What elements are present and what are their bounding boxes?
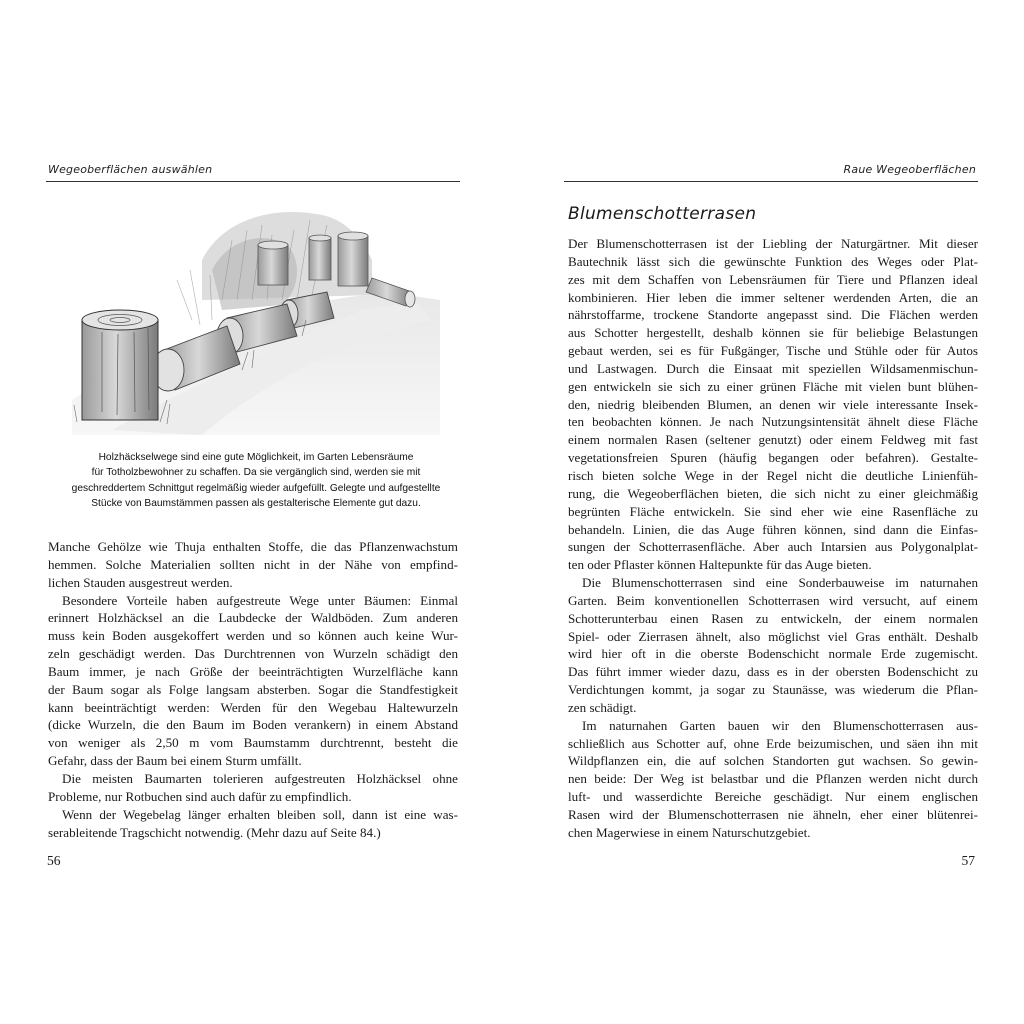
- running-head-right: Raue Wegeoberflächen: [843, 163, 976, 176]
- text-line: risch bieten solche Wege in der Regel nicht die deutliche Linienfüh-: [568, 467, 978, 483]
- text-line: Der Blumenschotterrasen ist der Liebling der Naturgärtner. Mit dieser: [568, 236, 978, 251]
- text-line: kombinieren. Hier leben die immer seltener werdenden Arten, die an: [568, 289, 978, 305]
- text-line: ten beobachten können. Je nach Nutzungsintensität ähnelt diese Fläche: [568, 414, 978, 430]
- text-line: Bautechnik lässt sich die gewünschte Funktion des Weges oder Plat-: [568, 253, 978, 269]
- text-line: Verdichtungen kommt, ja sogar zu Staunässe, was wiederum die Pflan-: [568, 682, 978, 698]
- text-line: muss kein Boden ausgekoffert werden und so können auch keine Wur-: [48, 628, 458, 644]
- text-line: Wildpflanzen ein, die auf solchen Standorten gut wachsen. So gewin-: [568, 753, 978, 769]
- text-line: Besondere Vorteile haben aufgestreute Wege unter Bäumen: Einmal: [62, 592, 458, 608]
- header-rule-left: [46, 181, 460, 182]
- text-line: (dicke Wurzeln, die den Baum im Boden verankern) in einem Abstand: [48, 717, 458, 733]
- text-line: serableitende Tragschicht notwendig. (Mehr dazu auf Seite 84.): [48, 824, 381, 840]
- text-line: Rasen wird der Blumenschotterrasen nie ähneln, eher einer blütenrei-: [568, 807, 978, 822]
- text-line: und Lastwagen. Durch die Einsaat mit speziellen Wildsamenmischun-: [568, 360, 978, 376]
- text-line: Manche Gehölze wie Thuja enthalten Stoffe, die das Pflanzenwachstum: [48, 539, 458, 554]
- page-number-left: 56: [47, 853, 61, 868]
- text-line: Schotterunterbau einen Rasen zu entwickeln, der einem normalen: [568, 610, 978, 626]
- body-text-right: [568, 235, 978, 842]
- text-line: Das führt immer wieder dazu, dass es in der obersten Bodenschicht zu: [568, 664, 978, 680]
- text-line: Gefahr, dass der Baum bei einem Sturm umfällt.: [48, 753, 302, 769]
- text-line: nährstoffarme, trockene Standorte angepasst sind. Die Flächen werden: [568, 307, 978, 323]
- text-line: erinnert Holzhäcksel an die Laubdecke der Waldböden. Zum anderen: [48, 610, 458, 626]
- text-line: Wenn der Wegebelag länger erhalten bleiben soll, dann ist eine was-: [62, 806, 458, 822]
- log-path-illustration: [72, 200, 440, 435]
- text-line: wird hier oft in die oberste Bodenschicht normale Erde zugemischt.: [568, 646, 978, 662]
- text-line: ten oder Pflaster können Haltepunkte für das Auge bieten.: [568, 557, 872, 573]
- text-line: vegetationsfreien Spuren (häufig begangen oder befahren). Gestalte-: [568, 450, 978, 466]
- text-line: Garten. Beim konventionellen Schotterrasen wird versucht, auf einem: [568, 592, 978, 608]
- text-line: Spiel- oder Zierrasen ähnelt, also möglichst viel Gras enthält. Deshalb: [568, 628, 978, 644]
- text-line: schließlich aus Schotter auf, ohne Erde beizumischen, und säen ihn mit: [568, 735, 978, 751]
- text-line: nen beide: Der Weg ist belastbar und die Pflanzen werden nicht durch: [568, 771, 978, 787]
- text-line: Die Blumenschotterrasen sind eine Sonderbauweise im naturnahen: [582, 575, 978, 591]
- text-line: Die meisten Baumarten tolerieren aufgestreuten Holzhäcksel ohne: [62, 770, 458, 786]
- body-text-left: [48, 538, 458, 841]
- text-line: von weniger als 2,50 m vom Baumstamm durchtrennt, besteht die: [48, 735, 458, 751]
- text-line: Im naturnahen Garten bauen wir den Blumenschotterrasen aus-: [582, 717, 978, 733]
- text-line: zen schädigt.: [568, 699, 637, 715]
- page-number-right: 57: [961, 853, 975, 868]
- text-line: den, niedrig bleibenden Blumen, an denen wir viele interessante Insek-: [568, 396, 978, 412]
- text-line: chen Magerwiese in einem Naturschutzgebiet.: [568, 824, 811, 840]
- text-line: luft- und wasserdichte Bereiche geschädigt. Nur einem englischen: [568, 789, 978, 805]
- header-rule-right: [564, 181, 978, 182]
- text-line: rung, die Wegeoberflächen bieten, die sich nicht zu einer gleichmäßig: [568, 485, 978, 501]
- text-line: gebaut werden, sei es für Fußgänger, Tische und Stühle oder für Autos: [568, 343, 978, 359]
- caption-line: geschreddertem Schnittgut regelmäßig wieder aufgefüllt. Gelegte und aufgestellte: [71, 482, 441, 494]
- running-head-left: Wegeoberflächen auswählen: [48, 163, 213, 176]
- section-title: Blumenschotterrasen: [568, 204, 757, 224]
- caption-line: Holzhäckselwege sind eine gute Möglichkeit, im Garten Lebensräume: [98, 452, 414, 463]
- text-line: kann beeinträchtigt werden: Werden für den Wegebau Haltewurzeln: [48, 699, 458, 715]
- caption-line: für Totholzbewohner zu schaffen. Da sie vergänglich sind, werden sie mit: [91, 467, 421, 479]
- text-line: gen entwickeln sie sich zu einer grünen Fläche mit vielen bunt blühen-: [568, 378, 978, 394]
- text-line: behandeln. Linien, die das Auge führen können, sind dann die Einfas-: [568, 521, 978, 537]
- text-line: einem normalen Rasen (seltener genutzt) oder einem Feldweg mit fast: [568, 432, 978, 448]
- text-line: lichen Stauden ausgestreut werden.: [48, 574, 233, 590]
- text-line: Baum immer, je nach Größe der beeinträchtigten Wurzelfläche kann: [48, 663, 458, 679]
- text-line: begrünten Fläche entwickeln. Sie sind eher wie eine Rasenfläche zu: [568, 503, 978, 519]
- text-line: hemmen. Solche Materialien sollten nicht in der Nähe von empfind-: [48, 556, 458, 572]
- text-line: zeln geschädigt werden. Das Durchtrennen von Wurzeln schädigt den: [48, 646, 458, 662]
- text-line: sungen der Schotterrasenfläche. Aber auch Intarsien aus Polygonalplat-: [568, 539, 978, 555]
- caption-line: Stücke von Baumstämmen passen als gestalterische Elemente gut dazu.: [91, 497, 421, 509]
- text-line: Probleme, nur Rotbuchen sind auch dafür zu empfindlich.: [48, 788, 352, 804]
- text-line: aus Schotter hergestellt, deshalb können sie für beliebige Belastungen: [568, 325, 978, 341]
- right-page: [512, 0, 1024, 1024]
- figure-caption: [56, 450, 456, 511]
- text-line: zes mit dem Schaffen von Lebensräumen für Tiere und Pflanzen ideal: [568, 271, 978, 287]
- text-line: der Baum sogar als Folge langsam absterben. Sogar die Standfestigkeit: [48, 681, 458, 697]
